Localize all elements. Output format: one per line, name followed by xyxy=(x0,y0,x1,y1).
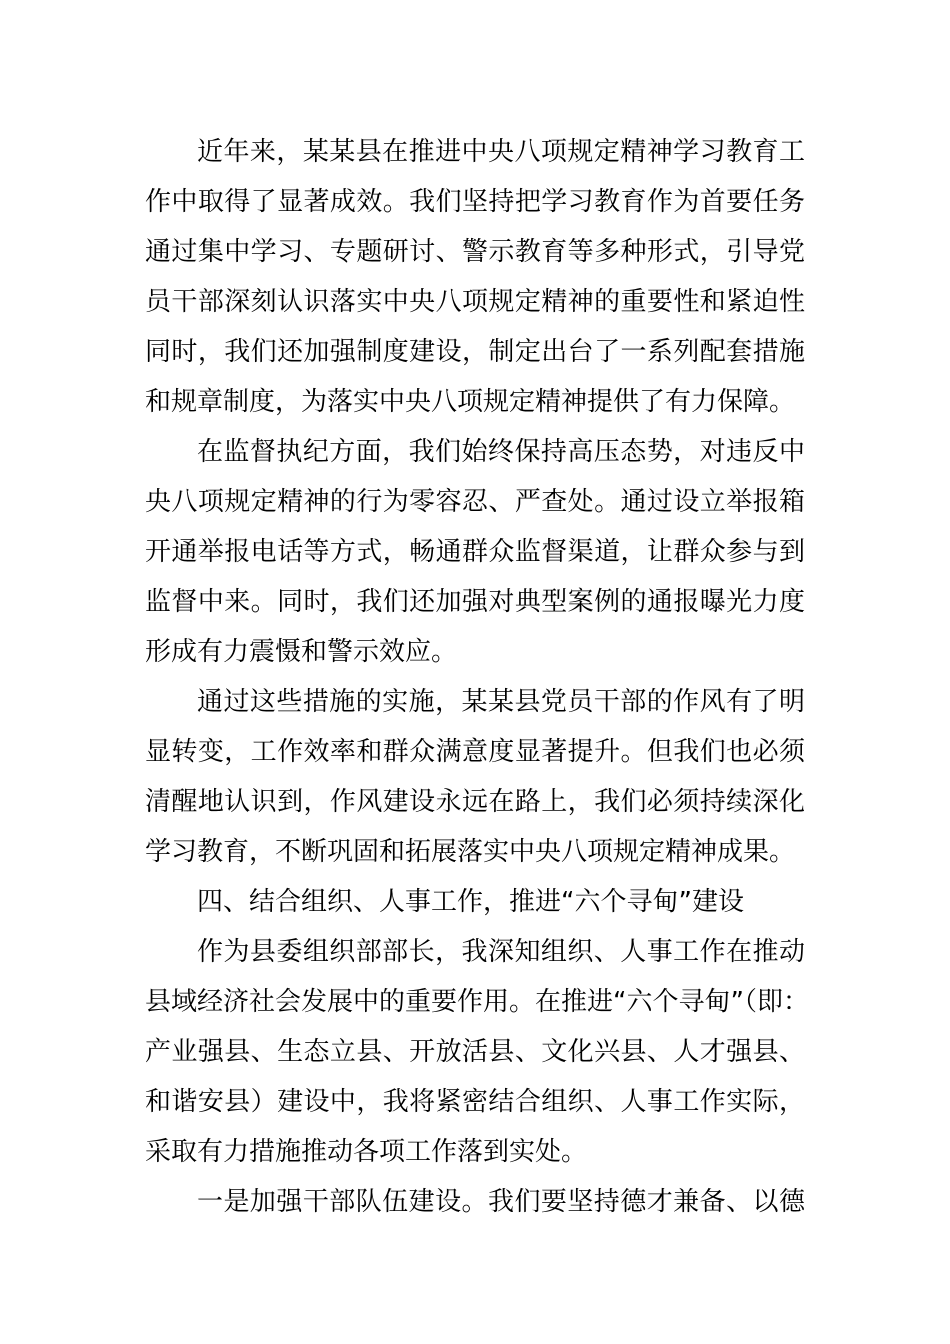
text-line: 和规章制度，为落实中央八项规定精神提供了有力保障。 xyxy=(145,387,796,417)
text-line: 产业强县、生态立县、开放活县、文化兴县、人才强县、 xyxy=(145,1037,805,1067)
text-line: 通过这些措施的实施，某某县党员干部的作风有了明 xyxy=(197,687,805,717)
text-line: 清醒地认识到，作风建设永远在路上，我们必须持续深化 xyxy=(145,787,805,817)
text-line: 近年来，某某县在推进中央八项规定精神学习教育工 xyxy=(197,137,805,167)
text-line: 形成有力震慑和警示效应。 xyxy=(145,637,458,667)
text-line: 和谐安县）建设中，我将紧密结合组织、人事工作实际， xyxy=(145,1087,805,1117)
text-line: 同时，我们还加强制度建设，制定出台了一系列配套措施 xyxy=(145,337,805,367)
text-line: 通过集中学习、专题研讨、警示教育等多种形式，引导党 xyxy=(145,237,805,267)
text-line: 显转变，工作效率和群众满意度显著提升。但我们也必须 xyxy=(145,737,805,767)
text-line: 四、结合组织、人事工作，推进“六个寻甸”建设 xyxy=(197,887,744,917)
text-line: 县域经济社会发展中的重要作用。在推进“六个寻甸”（即： xyxy=(145,987,809,1017)
document-body xyxy=(145,127,809,1227)
text-line: 央八项规定精神的行为零容忍、严查处。通过设立举报箱 xyxy=(145,487,805,517)
text-line: 作为县委组织部部长，我深知组织、人事工作在推动 xyxy=(197,937,805,967)
text-line: 在监督执纪方面，我们始终保持高压态势，对违反中 xyxy=(197,437,805,467)
text-line: 作中取得了显著成效。我们坚持把学习教育作为首要任务 xyxy=(145,187,805,217)
text-line: 员干部深刻认识落实中央八项规定精神的重要性和紧迫性 xyxy=(145,287,805,317)
text-line: 开通举报电话等方式，畅通群众监督渠道，让群众参与到 xyxy=(145,537,805,567)
text-line: 采取有力措施推动各项工作落到实处。 xyxy=(145,1137,588,1167)
text-line: 一是加强干部队伍建设。我们要坚持德才兼备、以德 xyxy=(197,1187,805,1217)
text-line: 监督中来。同时，我们还加强对典型案例的通报曝光力度 xyxy=(145,587,805,617)
text-line: 学习教育，不断巩固和拓展落实中央八项规定精神成果。 xyxy=(145,837,796,867)
